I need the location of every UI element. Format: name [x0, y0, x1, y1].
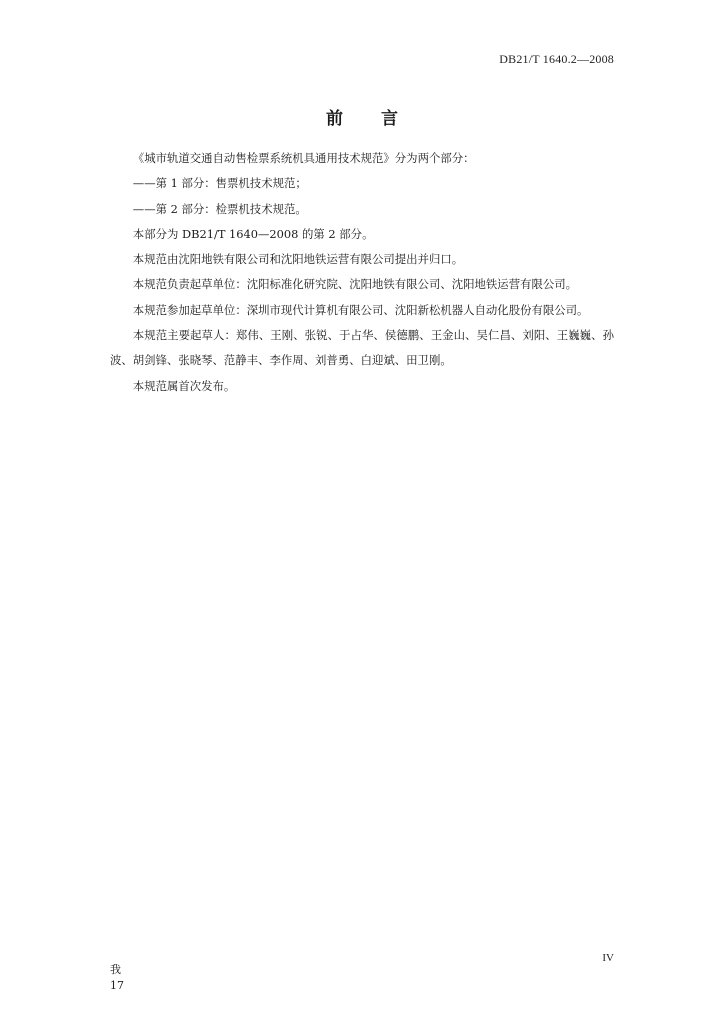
corner-note: [110, 962, 124, 994]
paragraph-main-drafters: 本规范主要起草人：郑伟、王刚、张锐、于占华、侯德鹏、王金山、吴仁昌、刘阳、王巍巍、孙波、胡剑锋、张晓琴、范静丰、李作周、刘普勇、白迎斌、田卫刚。: [110, 328, 614, 368]
paragraph-first-release: 本规范属首次发布。: [132, 378, 236, 393]
page-number: IV: [602, 952, 614, 964]
title-char-2: 言: [381, 109, 398, 129]
paragraph-this-part: 本部分为 DB21/T 1640—2008 的第 2 部分。: [132, 226, 374, 241]
corner-note-line-2: 17: [110, 979, 124, 992]
paragraph-proposer: 本规范由沈阳地铁有限公司和沈阳地铁运营有限公司提出并归口。: [132, 252, 464, 267]
paragraph-part-2: ——第 2 部分：检票机技术规范。: [132, 201, 307, 216]
paragraph-intro: 《城市轨道交通自动售检票系统机具通用技术规范》分为两个部分：: [132, 151, 475, 165]
paragraph-participating-drafters: 本规范参加起草单位：深圳市现代计算机有限公司、沈阳新松机器人自动化股份有限公司。: [132, 302, 589, 317]
standard-code: DB21/T 1640.2—2008: [499, 52, 614, 66]
paragraph-part-1: ——第 1 部分：售票机技术规范；: [132, 176, 307, 191]
title-char-1: 前: [326, 109, 343, 129]
foreword-body: [110, 146, 614, 399]
corner-note-line-1: 我: [110, 963, 121, 976]
page-title: [0, 104, 724, 129]
paragraph-lead-drafters: 本规范负责起草单位：沈阳标准化研究院、沈阳地铁有限公司、沈阳地铁运营有限公司。: [132, 277, 578, 292]
